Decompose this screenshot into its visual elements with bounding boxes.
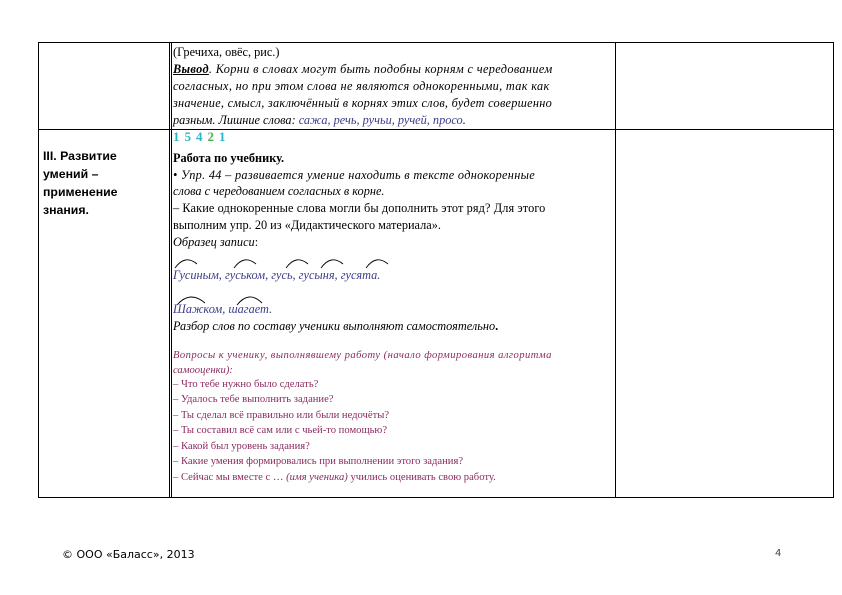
cereal-list: (Гречиха, овёс, рис.) bbox=[173, 45, 280, 59]
question-item: – Ты сделал всё правильно или были недочёты? bbox=[173, 409, 390, 421]
row1-line5 bbox=[173, 112, 613, 129]
sample-words-2: Шажком, шагает. bbox=[173, 302, 273, 316]
rating-numbers bbox=[173, 129, 231, 146]
sample-label: Образец записи bbox=[173, 235, 255, 249]
last-question-name: (имя ученика) bbox=[286, 472, 348, 484]
question-item: – Какой был уровень задания? bbox=[173, 440, 310, 452]
question-line1 bbox=[173, 200, 613, 217]
conclusion-text: . Корни в словах могут быть подобны корням с чередованием bbox=[208, 62, 553, 76]
column-divider-1b bbox=[171, 42, 172, 498]
table-top-border bbox=[38, 42, 834, 43]
table-right-border bbox=[833, 42, 834, 498]
last-question-end: учились оценивать свою работу. bbox=[347, 472, 496, 484]
extra-words-label: разным. Лишние слова: bbox=[173, 113, 299, 127]
question-item: – Удалось тебе выполнить задание? bbox=[173, 394, 334, 406]
sample-colon: : bbox=[254, 235, 259, 249]
extra-words-end: . bbox=[462, 113, 466, 127]
row1-line4 bbox=[173, 95, 613, 112]
rating-number: 4 bbox=[196, 129, 204, 144]
question-list bbox=[173, 377, 613, 486]
rating-number: 1 bbox=[173, 129, 181, 144]
rating-number: 5 bbox=[184, 129, 192, 144]
last-question-start: – Сейчас мы вместе с … bbox=[173, 472, 287, 484]
sample-label-line bbox=[173, 234, 258, 251]
row1-line3 bbox=[173, 78, 613, 95]
question-item-last bbox=[173, 470, 613, 485]
analysis-dot: . bbox=[495, 319, 499, 333]
stage-title: III. Развитие умений – применение знания. bbox=[43, 149, 118, 217]
analysis-line bbox=[173, 318, 498, 335]
rating-number: 2 bbox=[207, 129, 215, 144]
exercise-line1 bbox=[173, 167, 613, 184]
row1-line1 bbox=[173, 44, 613, 61]
copyright: © ООО «Баласс», 2013 bbox=[62, 548, 195, 561]
sample-words-1: Гусиным, гуськом, гусь, гусыня, гусята. bbox=[173, 268, 381, 282]
row-divider bbox=[38, 129, 834, 130]
question-item: – Какие умения формировались при выполнении этого задания? bbox=[173, 456, 464, 468]
textbook-heading: Работа по учебнику. bbox=[173, 151, 285, 165]
question-line2 bbox=[173, 217, 441, 234]
questions-intro-text-1: Вопросы к ученику, выполнявшему работу (начало формирования алгоритма bbox=[173, 350, 552, 361]
question-item: – Ты составил всё сам или с чьей-то помощью? bbox=[173, 425, 388, 437]
conclusion-line4: значение, смысл, заключённый в корнях этих слов, будет совершенно bbox=[173, 96, 552, 110]
table-bottom-border bbox=[38, 497, 834, 498]
row1-line2 bbox=[173, 61, 613, 78]
questions-intro-text-2: самооценки): bbox=[173, 365, 233, 376]
analysis-text: Разбор слов по составу ученики выполняют самостоятельно bbox=[173, 319, 496, 333]
exercise-text-2: слова с чередованием согласных в корне. bbox=[173, 184, 385, 198]
page-number: 4 bbox=[775, 548, 782, 559]
column-divider-1 bbox=[169, 42, 170, 498]
exercise-line2 bbox=[173, 183, 385, 200]
conclusion-line3: согласных, но при этом слова не являются однокоренными, так как bbox=[173, 79, 550, 93]
question-item: – Что тебе нужно было сделать? bbox=[173, 379, 319, 390]
conclusion-label: Вывод bbox=[173, 62, 209, 76]
rating-number: 1 bbox=[219, 129, 227, 144]
questions-intro-1 bbox=[173, 348, 613, 363]
question-text-1: – Какие однокоренные слова могли бы дополнить этот ряд? Для этого bbox=[173, 201, 546, 215]
extra-words: сажа, речь, ручьи, ручей, просо bbox=[298, 113, 463, 127]
column-divider-2 bbox=[615, 42, 616, 498]
table-left-border bbox=[38, 42, 39, 498]
exercise-text-1: • Упр. 44 – развивается умение находить в тексте однокоренные bbox=[173, 168, 535, 182]
question-text-2: выполним упр. 20 из «Дидактического материала». bbox=[173, 218, 441, 232]
